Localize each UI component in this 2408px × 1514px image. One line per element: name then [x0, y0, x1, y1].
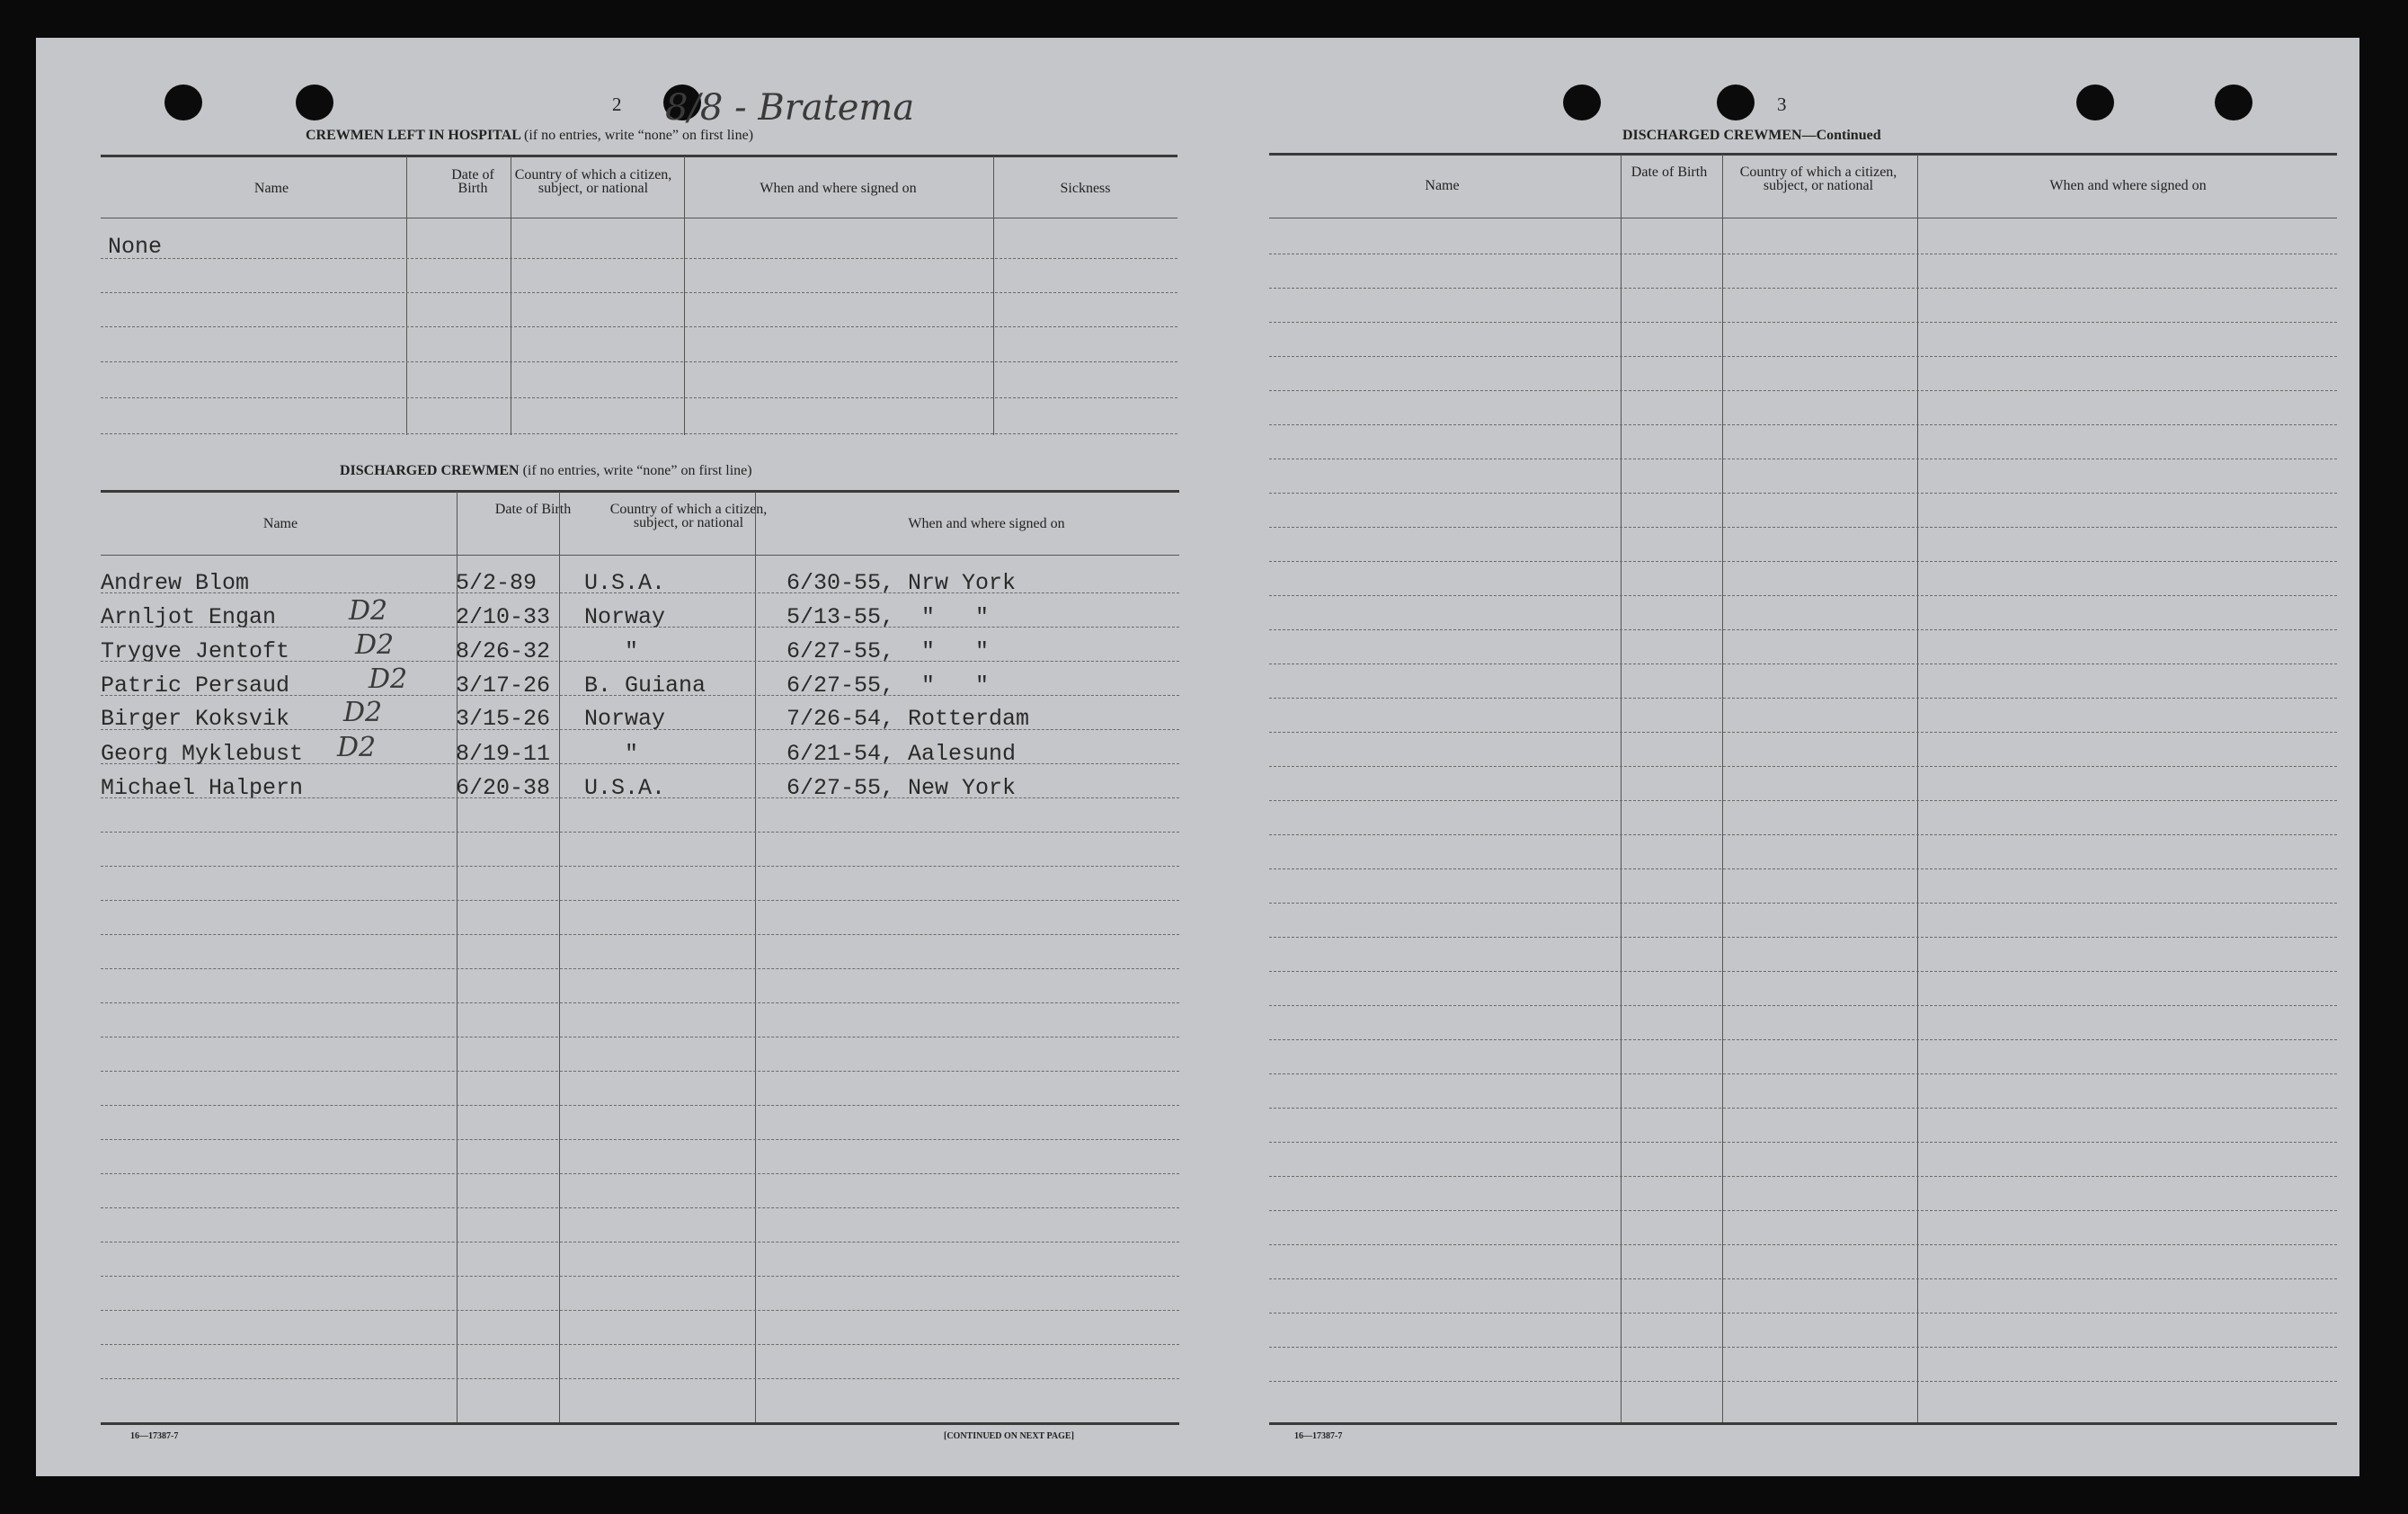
handwritten-annotation: 8/8 - Bratema [665, 87, 915, 129]
ruled-line [101, 1105, 1179, 1106]
ruled-line [1269, 903, 2337, 904]
ruled-line [1269, 663, 2337, 664]
hospital-line [101, 397, 1177, 398]
ruled-line [101, 1276, 1179, 1277]
ruled-line [1269, 868, 2337, 869]
ruled-line [1269, 937, 2337, 938]
ruled-line [1269, 356, 2337, 357]
ruled-line [1269, 322, 2337, 323]
hospital-first-entry: None [108, 234, 163, 260]
left-footer-continued: [CONTINUED ON NEXT PAGE] [944, 1431, 1074, 1441]
ruled-line [1269, 390, 2337, 391]
hospital-divider [993, 156, 994, 435]
ruled-line [101, 1002, 1179, 1003]
ruled-line [1269, 1073, 2337, 1074]
crew-name: Michael Halpern [101, 775, 304, 801]
discharged-col-country: Country of which a citizen, subject, or national [609, 502, 768, 530]
ruled-line [1269, 766, 2337, 767]
crew-signed-on: 6/27-55, " " [786, 638, 990, 664]
handwritten-mark: D2 [369, 663, 408, 695]
punch-hole [164, 85, 202, 120]
crew-name: Arnljot Engan [101, 604, 277, 630]
right-bottom-rule [1269, 1422, 2337, 1425]
discharged-divider [457, 492, 458, 1422]
crew-country: B. Guiana [584, 672, 706, 699]
ruled-line [101, 900, 1179, 901]
crew-dob: 3/15-26 [456, 706, 551, 732]
ruled-line [1269, 1313, 2337, 1314]
left-footer-code: 16—17387-7 [130, 1431, 179, 1441]
ruled-line [1269, 595, 2337, 596]
hospital-col-dob: Date of Birth [451, 167, 494, 196]
crew-country: " [584, 638, 639, 664]
crew-dob: 8/26-32 [456, 638, 551, 664]
punch-hole [1563, 85, 1601, 120]
discharged-top-rule [101, 490, 1179, 493]
ruled-line [101, 1310, 1179, 1311]
ruled-line [1269, 1210, 2337, 1211]
right-footer-code: 16—17387-7 [1294, 1431, 1343, 1441]
ruled-line [1269, 561, 2337, 562]
right-divider [1621, 155, 1622, 1422]
crew-name: Georg Myklebust [101, 741, 304, 767]
hospital-top-rule [101, 155, 1177, 157]
left-page-number: 2 [612, 94, 622, 115]
ruled-line [1269, 698, 2337, 699]
hospital-col-sickness: Sickness [1060, 181, 1111, 196]
right-page-number: 3 [1777, 94, 1787, 115]
ruled-line [1269, 1278, 2337, 1279]
ruled-line [1269, 732, 2337, 733]
ruled-line [1269, 1176, 2337, 1177]
hospital-line [101, 258, 1177, 259]
crew-dob: 3/17-26 [456, 672, 551, 699]
crew-country: " [584, 741, 639, 767]
crew-name: Birger Koksvik [101, 706, 290, 732]
punch-hole [296, 85, 333, 120]
ruled-line [101, 1173, 1179, 1174]
ruled-line [1269, 1347, 2337, 1348]
discharged-col-signed: When and where signed on [908, 516, 1065, 531]
ruled-line [101, 797, 1179, 798]
ruled-line [101, 832, 1179, 833]
ruled-line [101, 1344, 1179, 1345]
ruled-line [1269, 424, 2337, 425]
right-divider [1722, 155, 1723, 1422]
crew-dob: 5/2-89 [456, 570, 538, 596]
hospital-section-title [306, 128, 753, 144]
hospital-line [101, 326, 1177, 327]
ruled-line [101, 763, 1179, 764]
hospital-col-signed: When and where signed on [760, 181, 917, 196]
discharged-section-title [340, 463, 752, 479]
crew-signed-on: 6/21-54, Aalesund [786, 741, 1017, 767]
ruled-line [1269, 971, 2337, 972]
ruled-line [101, 1207, 1179, 1208]
punch-hole [2215, 85, 2253, 120]
ruled-line [101, 592, 1179, 593]
crew-signed-on: 6/30-55, Nrw York [786, 570, 1017, 596]
hospital-divider [684, 156, 685, 435]
ruled-line [1269, 493, 2337, 494]
document-sheet [36, 38, 2359, 1476]
right-col-dob: Date of Birth [1631, 165, 1708, 180]
ruled-line [1269, 288, 2337, 289]
handwritten-mark: D2 [343, 697, 383, 728]
discharged-col-dob: Date of Birth [494, 502, 572, 517]
discharged-title: DISCHARGED CREWMEN [340, 463, 520, 478]
hospital-col-country: Country of which a citizen, subject, or national [514, 167, 672, 196]
crew-dob: 8/19-11 [456, 741, 551, 767]
handwritten-mark: D2 [355, 629, 395, 661]
ruled-line [101, 695, 1179, 696]
ruled-line [101, 934, 1179, 935]
ruled-line [1269, 800, 2337, 801]
hospital-divider [406, 156, 407, 435]
ruled-line [1269, 1108, 2337, 1109]
hospital-line [101, 433, 1177, 434]
hospital-instruction: (if no entries, write “none” on first line) [524, 128, 754, 143]
crew-signed-on: 5/13-55, " " [786, 604, 990, 630]
ruled-line [1269, 1244, 2337, 1245]
ruled-line [1269, 1039, 2337, 1040]
discharged-divider [755, 492, 756, 1422]
left-bottom-rule [101, 1422, 1179, 1425]
ruled-line [101, 1037, 1179, 1038]
right-col-country: Country of which a citizen, subject, or national [1739, 165, 1897, 193]
ruled-line [1269, 629, 2337, 630]
discharged-header-rule [101, 555, 1179, 556]
discharged-col-name: Name [262, 516, 298, 531]
ruled-line [101, 627, 1179, 628]
crew-signed-on: 6/27-55, " " [786, 672, 990, 699]
ruled-line [101, 1071, 1179, 1072]
ruled-line [101, 1378, 1179, 1379]
ruled-line [101, 729, 1179, 730]
crew-signed-on: 6/27-55, New York [786, 775, 1017, 801]
punch-hole [1717, 85, 1755, 120]
ruled-line [1269, 1142, 2337, 1143]
ruled-line [1269, 1005, 2337, 1006]
ruled-line [1269, 1381, 2337, 1382]
handwritten-mark: D2 [337, 732, 377, 763]
crew-name: Andrew Blom [101, 570, 250, 596]
hospital-col-name: Name [253, 181, 289, 196]
discharged-divider [559, 492, 560, 1422]
crew-country: Norway [584, 604, 666, 630]
crew-country: U.S.A. [584, 570, 666, 596]
ruled-line [101, 968, 1179, 969]
punch-hole [2076, 85, 2114, 120]
crew-name: Trygve Jentoft [101, 638, 290, 664]
hospital-line [101, 292, 1177, 293]
right-top-rule [1269, 153, 2337, 156]
right-col-signed: When and where signed on [2049, 178, 2207, 193]
handwritten-mark: D2 [349, 595, 388, 627]
crew-name: Patric Persaud [101, 672, 290, 699]
ruled-line [101, 866, 1179, 867]
right-page-title: DISCHARGED CREWMEN—Continued [1622, 128, 1881, 143]
discharged-instruction: (if no entries, write “none” on first line) [522, 463, 752, 478]
crew-dob: 2/10-33 [456, 604, 551, 630]
ruled-line [101, 661, 1179, 662]
crew-country: Norway [584, 706, 666, 732]
ruled-line [1269, 834, 2337, 835]
ruled-line [101, 1139, 1179, 1140]
ruled-line [1269, 527, 2337, 528]
crew-country: U.S.A. [584, 775, 666, 801]
crew-signed-on: 7/26-54, Rotterdam [786, 706, 1030, 732]
crew-dob: 6/20-38 [456, 775, 551, 801]
right-divider [1917, 155, 1918, 1422]
hospital-title: CREWMEN LEFT IN HOSPITAL [306, 128, 521, 143]
hospital-line [101, 361, 1177, 362]
right-col-name: Name [1425, 178, 1460, 193]
